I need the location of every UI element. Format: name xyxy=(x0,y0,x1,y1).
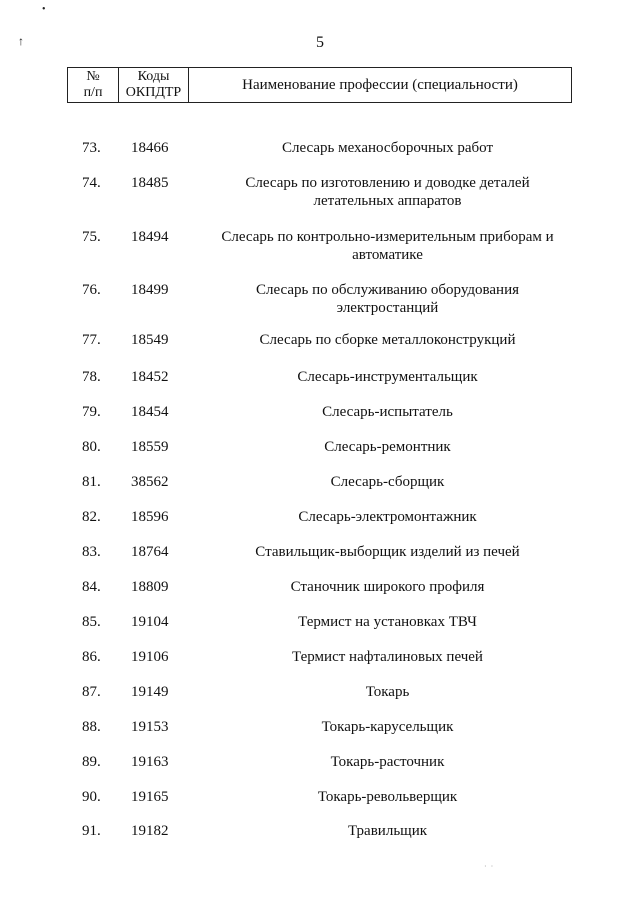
scan-dot-mark: • xyxy=(42,4,46,15)
row-code: 18809 xyxy=(131,579,169,595)
row-code: 18499 xyxy=(131,282,169,298)
row-number: 77. xyxy=(82,332,101,348)
row-code: 19165 xyxy=(131,789,169,805)
row-number: 76. xyxy=(82,282,101,298)
row-number: 78. xyxy=(82,369,101,385)
row-number: 89. xyxy=(82,754,101,770)
row-profession-name: Слесарь-инструментальщик xyxy=(297,369,478,385)
row-code: 18559 xyxy=(131,439,169,455)
row-code: 18549 xyxy=(131,332,169,348)
row-code: 18466 xyxy=(131,140,169,156)
row-profession-name: Слесарь механосборочных работ xyxy=(281,140,494,156)
row-profession-name: Слесарь по изготовлению и доводке деталей летательных аппаратов xyxy=(245,175,530,209)
scan-faint-mark: · · xyxy=(484,862,495,871)
row-code: 18485 xyxy=(131,175,169,191)
row-code: 19153 xyxy=(131,719,169,735)
row-profession-name: Ставильщик-выборщик изделий из печей xyxy=(255,544,520,560)
row-number: 82. xyxy=(82,509,101,525)
header-name-column xyxy=(189,68,571,102)
row-number: 87. xyxy=(82,684,101,700)
row-profession-name: Слесарь-электромонтажник xyxy=(298,509,477,525)
row-number: 86. xyxy=(82,649,101,665)
row-number: 79. xyxy=(82,404,101,420)
header-code-column xyxy=(119,68,189,102)
scan-tick-mark: ↑ xyxy=(18,34,24,48)
row-profession-name: Термист на установках ТВЧ xyxy=(298,614,477,630)
row-profession-name: Токарь-револьверщик xyxy=(317,789,458,805)
row-profession-name: Термист нафталиновых печей xyxy=(292,649,483,665)
row-code: 18764 xyxy=(131,544,169,560)
row-code: 19163 xyxy=(131,754,169,770)
row-number: 73. xyxy=(82,140,101,156)
header-number-line2: п/п xyxy=(83,85,103,100)
row-number: 84. xyxy=(82,579,101,595)
row-profession-name: Слесарь по сборке металлоконструкций xyxy=(259,332,516,348)
row-number: 83. xyxy=(82,544,101,560)
row-profession-name: Токарь-карусельщик xyxy=(321,719,454,735)
header-code-line2: ОКПДТР xyxy=(125,85,182,100)
row-number: 85. xyxy=(82,614,101,630)
table-header xyxy=(67,67,572,103)
row-code: 18596 xyxy=(131,509,169,525)
row-number: 74. xyxy=(82,175,101,191)
row-profession-name: Станочник широкого профиля xyxy=(290,579,485,595)
row-profession-name: Токарь-расточник xyxy=(330,754,445,770)
header-number-column xyxy=(68,68,119,102)
row-number: 75. xyxy=(82,229,101,245)
row-number: 88. xyxy=(82,719,101,735)
row-code: 19104 xyxy=(131,614,169,630)
header-code-line1: Коды xyxy=(137,69,170,84)
row-profession-name: Слесарь-сборщик xyxy=(330,474,445,490)
row-code: 19149 xyxy=(131,684,169,700)
row-profession-name: Слесарь по обслуживанию оборудования электростанций xyxy=(255,282,520,316)
row-code: 19182 xyxy=(131,823,169,839)
page-number: 5 xyxy=(316,34,324,51)
row-code: 18454 xyxy=(131,404,169,420)
row-code: 18452 xyxy=(131,369,169,385)
row-number: 80. xyxy=(82,439,101,455)
row-number: 81. xyxy=(82,474,101,490)
row-profession-name: Слесарь-испытатель xyxy=(322,404,453,420)
header-name-label: Наименование профессии (специальности) xyxy=(242,77,518,93)
row-profession-name: Травильщик xyxy=(347,823,428,839)
row-number: 90. xyxy=(82,789,101,805)
row-profession-name: Слесарь-ремонтник xyxy=(324,439,451,455)
row-code: 19106 xyxy=(131,649,169,665)
row-code: 38562 xyxy=(131,474,169,490)
row-number: 91. xyxy=(82,823,101,839)
row-profession-name: Токарь xyxy=(365,684,410,700)
row-profession-name: Слесарь по контрольно-измерительным приборам и автоматике xyxy=(221,229,554,263)
header-number-line1: № xyxy=(86,69,100,84)
row-code: 18494 xyxy=(131,229,169,245)
